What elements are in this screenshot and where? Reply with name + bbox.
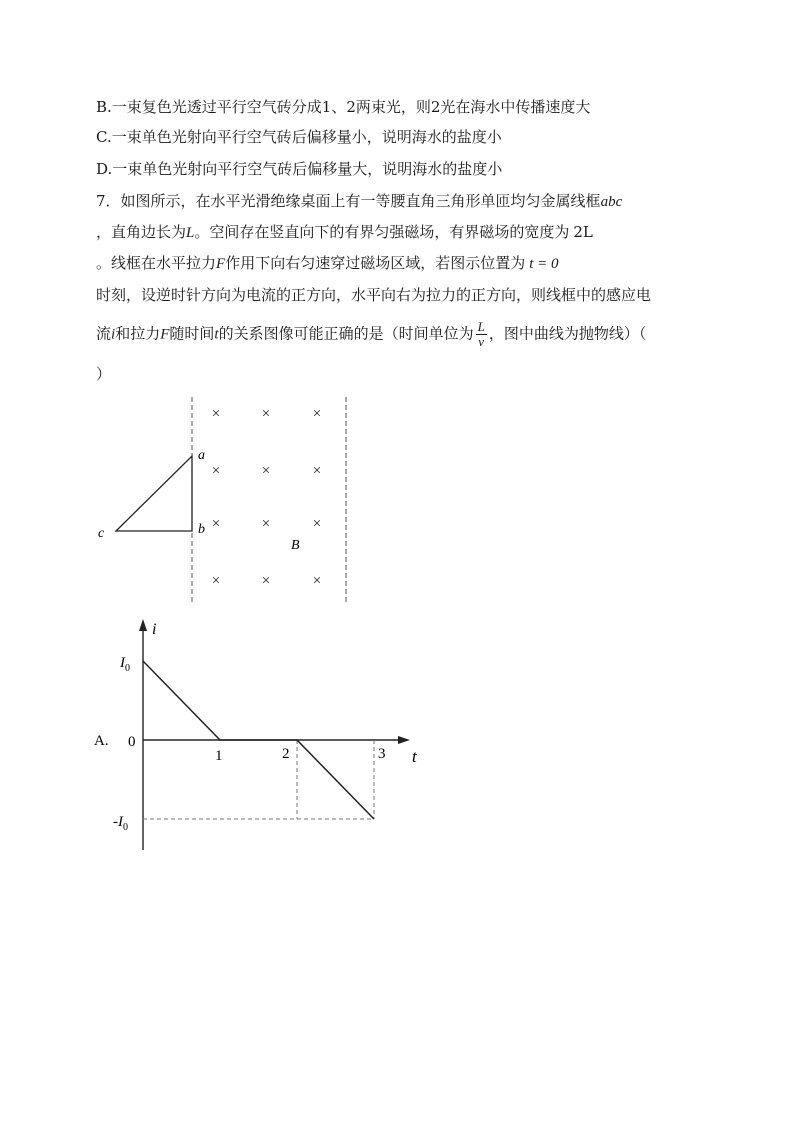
y-tick-neg-i0: $-I_0$ <box>113 814 128 833</box>
question-7-line-6: ） <box>96 365 112 383</box>
option-d-text: D.一束单色光射向平行空气砖后偏移量大，说明海水的盐度小 <box>96 160 503 178</box>
cross-mark: × <box>211 463 221 479</box>
cross-mark: × <box>312 406 322 422</box>
question-7-line-1: 7．如图所示，在水平光滑绝缘桌面上有一等腰直角三角形单匝均匀金属线框abc <box>96 192 623 210</box>
magnetic-field-figure <box>90 395 360 610</box>
cross-mark: × <box>261 463 271 479</box>
triangle-frame-abc <box>116 456 192 531</box>
question-7-line-4: 时刻，设逆时针方向为电流的正方向，水平向右为拉力的正方向，则线框中的感应电 <box>96 286 652 304</box>
cross-mark: × <box>261 516 271 532</box>
time-unit-fraction: $\frac{L}{v}$ <box>477 319 485 349</box>
cross-mark: × <box>261 573 271 589</box>
x-tick-2: 2 <box>282 746 290 762</box>
cross-mark: × <box>312 573 322 589</box>
question-7-line-5: 流i和拉力F随时间t的关系图像可能正确的是（时间单位为 $\frac{L}{v}$ ，图中曲线为抛物线）（ <box>96 319 647 349</box>
x-tick-3: 3 <box>378 746 386 762</box>
question-7-line-2: ，直角边长为L。空间存在竖直向下的有界匀强磁场，有界磁场的宽度为 2L <box>96 223 593 241</box>
cross-mark: × <box>261 406 271 422</box>
field-crosses <box>212 406 321 589</box>
y-axis-label: i <box>152 621 157 638</box>
option-a-graph <box>90 615 440 860</box>
cross-mark: × <box>312 463 322 479</box>
cross-mark: × <box>211 406 221 422</box>
cross-mark: × <box>211 516 221 532</box>
option-b-text: B.一束复色光透过平行空气砖分成1、2两束光，则2光在海水中传播速度大 <box>96 98 591 116</box>
vertex-a-label: a <box>198 448 205 463</box>
option-a-label: A. <box>94 733 109 749</box>
y-tick-zero: 0 <box>128 734 136 750</box>
cross-mark: × <box>312 516 322 532</box>
y-axis-arrow <box>139 619 147 631</box>
y-tick-i0: $I_0$ <box>120 655 130 674</box>
field-b-label: B <box>291 538 300 553</box>
option-c-text: C.一束单色光射向平行空气砖后偏移量小，说明海水的盐度小 <box>96 128 502 146</box>
x-axis-arrow <box>398 736 410 744</box>
vertex-b-label: b <box>198 522 205 537</box>
vertex-c-label: c <box>98 526 105 541</box>
cross-mark: × <box>211 573 221 589</box>
x-tick-1: 1 <box>215 748 223 764</box>
x-axis-label: t <box>412 747 417 766</box>
question-7-line-3: 。线框在水平拉力F作用下向右匀速穿过磁场区域，若图示位置为 t = 0 <box>96 254 559 272</box>
